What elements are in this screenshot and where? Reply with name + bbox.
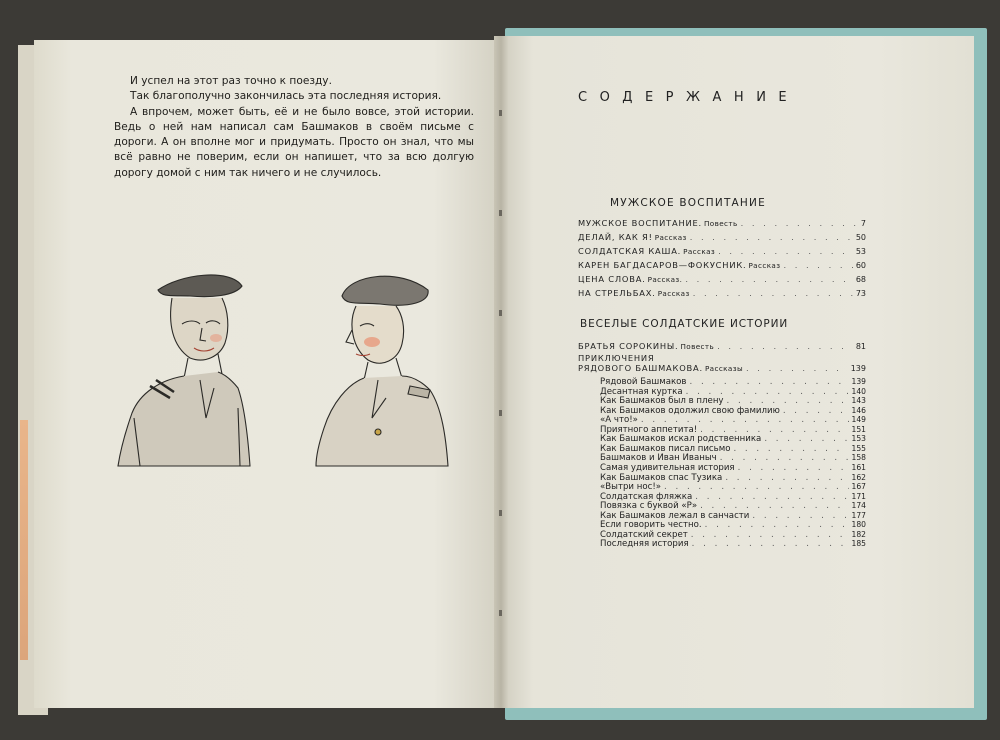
story-entry[interactable]	[600, 539, 866, 549]
entry-page: 60	[855, 261, 866, 270]
story-entry[interactable]	[600, 387, 866, 397]
paragraph: Так благополучно закончилась эта последняя история.	[130, 90, 442, 103]
story-title: Как Башмаков лежал в санчасти	[600, 510, 750, 521]
entry-genre: Повесть	[703, 219, 738, 228]
entry-title: КАРЕН БАГДАСАРОВ—ФОКУСНИК.	[578, 260, 747, 270]
story-entry[interactable]	[600, 520, 866, 530]
story-page: 171	[851, 491, 866, 501]
binding-stitch	[499, 210, 502, 216]
story-page: 174	[851, 501, 866, 511]
entry-page: 68	[855, 275, 866, 284]
binding-stitch	[499, 310, 502, 316]
story-entry[interactable]	[600, 415, 866, 425]
toc-entry[interactable]	[578, 362, 866, 374]
entry-genre: Рассказы	[704, 364, 744, 373]
story-entry[interactable]	[600, 453, 866, 463]
leader-dots	[783, 259, 852, 271]
story-entry[interactable]	[600, 425, 866, 435]
story-title: Приятного аппетита!	[600, 424, 698, 435]
entry-title: ПРИКЛЮЧЕНИЯ	[578, 353, 655, 363]
story-page: 153	[851, 434, 866, 444]
story-page: 162	[851, 472, 866, 482]
story-entry[interactable]	[600, 482, 866, 492]
story-title: Рядовой Башмаков	[600, 377, 687, 387]
story-page: 146	[851, 405, 866, 415]
entry-genre: Рассказ	[683, 247, 716, 256]
leader-dots	[700, 425, 848, 435]
leader-dots	[717, 340, 853, 352]
leader-dots	[664, 482, 848, 492]
story-title: Если говорить честно.	[600, 520, 702, 531]
binding-stitch	[499, 510, 502, 516]
story-title: Повязка с буквой «Р»	[600, 501, 698, 512]
entry-genre: Повесть	[680, 342, 715, 351]
story-title: Солдатский секрет	[600, 529, 688, 540]
story-title: «Вытри нос!»	[600, 482, 662, 493]
soldiers-illustration	[110, 268, 455, 473]
story-title: Десантная куртка	[600, 386, 683, 397]
binding-stitch	[499, 110, 502, 116]
story-entry[interactable]	[600, 473, 866, 483]
leader-dots	[693, 287, 853, 299]
story-entry[interactable]	[600, 492, 866, 502]
story-title: Как Башмаков спас Тузика	[600, 472, 723, 483]
story-page: 143	[851, 396, 866, 406]
story-ending-text	[114, 74, 474, 181]
story-page: 182	[851, 529, 866, 539]
toc-entry[interactable]	[578, 340, 866, 352]
leader-dots	[764, 434, 848, 444]
story-title: Самая удивительная история	[600, 462, 735, 473]
entry-title: МУЖСКОЕ ВОСПИТАНИЕ.	[578, 218, 702, 228]
story-entry[interactable]	[600, 396, 866, 406]
toc-entry[interactable]	[578, 217, 866, 229]
story-page: 151	[851, 424, 866, 434]
story-title: Как Башмаков был в плену	[600, 396, 724, 407]
leader-dots	[695, 492, 848, 502]
entry-page: 139	[850, 364, 866, 373]
story-entry[interactable]	[600, 434, 866, 444]
story-page: 167	[851, 482, 866, 492]
leader-dots	[690, 231, 853, 243]
story-page: 177	[851, 510, 866, 520]
leader-dots	[692, 539, 849, 549]
leader-dots	[689, 377, 848, 387]
paragraph: И успел на этот раз точно к поезду.	[130, 75, 332, 87]
binding-stitch	[499, 410, 502, 416]
entry-genre: Рассказ	[654, 233, 687, 242]
edge-stripe	[20, 420, 28, 660]
story-page: 140	[851, 386, 866, 396]
story-entry[interactable]	[600, 463, 866, 473]
leader-dots	[691, 530, 849, 540]
story-title: Как Башмаков писал письмо	[600, 443, 731, 454]
story-page: 149	[851, 415, 866, 425]
toc-heading: СОДЕРЖАНИЕ	[578, 90, 800, 105]
leader-dots	[746, 362, 848, 374]
toc-entry[interactable]	[578, 259, 866, 271]
binding-stitch	[499, 610, 502, 616]
leader-dots	[641, 415, 849, 425]
story-title: Как Башмаков искал родственника	[600, 434, 762, 445]
leader-dots	[718, 245, 853, 257]
entry-genre: Рассказ	[657, 289, 690, 298]
leader-dots	[741, 217, 858, 229]
story-entry[interactable]	[600, 377, 866, 387]
leader-dots	[705, 520, 849, 530]
story-page: 139	[851, 377, 866, 386]
book-gutter	[494, 36, 508, 708]
entry-title: РЯДОВОГО БАШМАКОВА.	[578, 363, 703, 373]
entry-page: 53	[855, 247, 866, 256]
story-title: Последняя история	[600, 539, 689, 550]
leader-dots	[738, 463, 849, 473]
entry-title: ДЕЛАЙ, КАК Я!	[578, 232, 653, 242]
story-page: 161	[851, 462, 866, 472]
soldier-right-figure	[316, 276, 448, 466]
entry-genre: Рассказ.	[647, 275, 683, 284]
leader-dots	[752, 511, 848, 521]
leader-dots	[700, 501, 848, 511]
entry-title: ЦЕНА СЛОВА.	[578, 274, 646, 284]
leader-dots	[685, 273, 853, 285]
toc-entry[interactable]	[578, 231, 866, 243]
section-title: МУЖСКОЕ ВОСПИТАНИЕ	[610, 197, 766, 209]
leader-dots	[686, 387, 849, 397]
entry-page: 81	[855, 342, 866, 351]
entry-title: СОЛДАТСКАЯ КАША.	[578, 246, 682, 256]
entry-page: 50	[855, 233, 866, 242]
story-page: 185	[851, 539, 866, 549]
section-title: ВЕСЕЛЫЕ СОЛДАТСКИЕ ИСТОРИИ	[580, 318, 789, 330]
entry-page: 73	[855, 289, 866, 298]
toc-entry[interactable]	[578, 287, 866, 299]
entry-genre: Рассказ	[748, 261, 781, 270]
story-title: Башмаков и Иван Иваныч	[600, 453, 717, 464]
entry-title: НА СТРЕЛЬБАХ.	[578, 288, 656, 298]
story-page: 155	[851, 443, 866, 453]
paragraph: А впрочем, может быть, её и не было вовсе, этой истории. Ведь о ней нам написал сам Башмаков в своём письме с дороги. А он вполне мог и придумать. Просто он знал, что мы всё равно не поверим, если он напишет, что за всю долгую дорогу домой с ним так ничего и не случилось.	[114, 105, 474, 179]
story-page: 158	[851, 453, 866, 463]
leader-dots	[733, 444, 848, 454]
entry-page: 7	[860, 219, 866, 228]
story-entry[interactable]	[600, 444, 866, 454]
leader-dots	[725, 473, 848, 483]
story-entry[interactable]	[600, 511, 866, 521]
leader-dots	[727, 396, 849, 406]
story-title: «А что!»	[600, 415, 638, 426]
leader-dots	[720, 453, 849, 463]
leader-dots	[783, 406, 849, 416]
story-page: 180	[851, 520, 866, 530]
entry-title: БРАТЬЯ СОРОКИНЫ.	[578, 341, 679, 351]
toc-entry[interactable]	[578, 273, 866, 285]
story-title: Солдатская фляжка	[600, 491, 693, 502]
toc-entry[interactable]	[578, 245, 866, 257]
story-title: Как Башмаков одолжил свою фамилию	[600, 405, 780, 416]
story-entry[interactable]	[600, 406, 866, 416]
story-entry[interactable]	[600, 501, 866, 511]
soldier-left-figure	[118, 275, 250, 466]
story-entry[interactable]	[600, 530, 866, 540]
